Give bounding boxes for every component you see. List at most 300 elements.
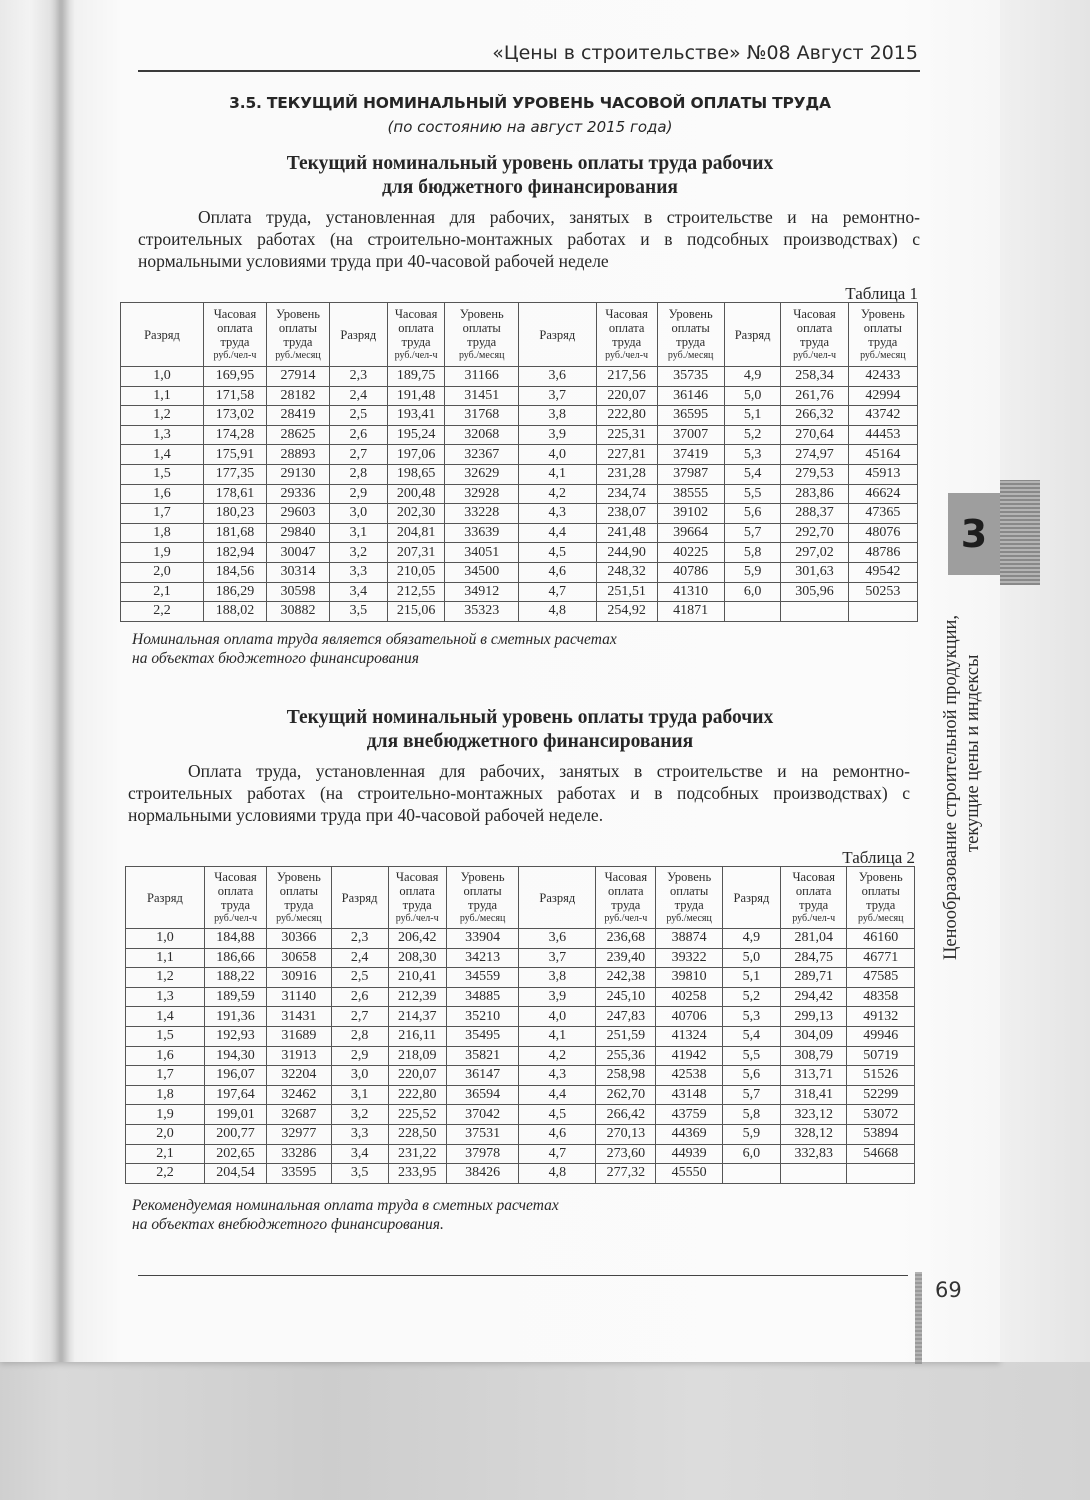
table-cell: 4,8 bbox=[519, 1164, 596, 1184]
table-cell: 48358 bbox=[847, 987, 915, 1007]
table-cell: 189,75 bbox=[387, 367, 445, 387]
table-cell: 328,12 bbox=[780, 1124, 846, 1144]
table-body bbox=[121, 367, 918, 622]
table-cell: 191,48 bbox=[387, 386, 445, 406]
header-text: оплата bbox=[608, 883, 644, 898]
header-text: Часовая bbox=[605, 306, 648, 321]
table-cell: 297,02 bbox=[781, 543, 848, 563]
header-text: труда bbox=[868, 334, 898, 349]
table-cell: 34885 bbox=[446, 987, 519, 1007]
table-cell: 5,5 bbox=[724, 484, 781, 504]
table-cell: 5,9 bbox=[722, 1124, 780, 1144]
header-text: труда bbox=[402, 897, 432, 912]
table-cell: 5,1 bbox=[724, 406, 781, 426]
table-cell: 202,30 bbox=[387, 504, 445, 524]
header-text: Часовая bbox=[394, 306, 438, 321]
table-cell: 49946 bbox=[847, 1026, 915, 1046]
header-text: труда bbox=[676, 334, 706, 349]
table-cell: 3,1 bbox=[329, 523, 387, 543]
table-cell: 244,90 bbox=[596, 543, 657, 563]
header-text: оплата bbox=[217, 320, 253, 335]
table-cell: 1,7 bbox=[121, 504, 204, 524]
table-cell: 3,6 bbox=[518, 367, 596, 387]
table-cell: 5,7 bbox=[722, 1085, 780, 1105]
table-cell: 231,28 bbox=[596, 464, 657, 484]
table-cell: 38426 bbox=[446, 1164, 519, 1184]
table-row bbox=[121, 582, 918, 602]
table-cell: 33595 bbox=[267, 1164, 331, 1184]
table-cell: 222,80 bbox=[388, 1085, 446, 1105]
chapter-title-line1: Ценообразование строительной продукции, bbox=[941, 614, 961, 960]
header-text: оплата bbox=[398, 320, 434, 335]
table-cell: 2,9 bbox=[331, 1046, 388, 1066]
table-cell: 184,88 bbox=[204, 929, 266, 949]
header-text: оплата bbox=[795, 883, 832, 898]
grade-column-header: Разряд bbox=[121, 303, 204, 367]
table-cell: 27914 bbox=[266, 367, 329, 387]
table-cell: 38874 bbox=[656, 929, 722, 949]
table-cell: 175,91 bbox=[203, 445, 266, 465]
table-body bbox=[126, 929, 915, 1184]
header-text: оплаты bbox=[279, 883, 318, 898]
table-cell: 218,09 bbox=[388, 1046, 446, 1066]
table-cell: 1,2 bbox=[126, 968, 205, 988]
table-cell: 194,30 bbox=[204, 1046, 266, 1066]
offbudget-paragraph bbox=[128, 760, 910, 826]
table-cell: 53072 bbox=[847, 1105, 915, 1125]
table-cell: 44369 bbox=[656, 1124, 722, 1144]
table-cell bbox=[780, 1164, 846, 1184]
table-row bbox=[126, 948, 915, 968]
table-cell: 248,32 bbox=[596, 562, 657, 582]
table-cell: 234,74 bbox=[596, 484, 657, 504]
table-cell: 32367 bbox=[445, 445, 519, 465]
monthly-rate-column-header bbox=[656, 867, 722, 929]
header-text: труда bbox=[674, 897, 704, 912]
table-cell: 31166 bbox=[445, 367, 519, 387]
table-cell: 45550 bbox=[656, 1164, 722, 1184]
header-text: труда bbox=[866, 897, 896, 912]
table-cell: 204,54 bbox=[204, 1164, 266, 1184]
table-cell: 6,0 bbox=[724, 582, 781, 602]
header-text: оплата bbox=[217, 883, 254, 898]
table-cell: 184,56 bbox=[203, 562, 266, 582]
table-cell: 4,4 bbox=[519, 1085, 596, 1105]
table-row bbox=[121, 386, 918, 406]
table-cell: 41324 bbox=[656, 1026, 722, 1046]
table-cell: 2,3 bbox=[329, 367, 387, 387]
table-cell: 4,0 bbox=[518, 445, 596, 465]
table-cell: 4,6 bbox=[519, 1124, 596, 1144]
table-cell: 36594 bbox=[446, 1085, 519, 1105]
table-cell: 5,1 bbox=[722, 968, 780, 988]
table-cell: 42538 bbox=[656, 1066, 722, 1086]
header-text: оплаты bbox=[671, 320, 710, 335]
offbudget-note-line1: Рекомендуемая номинальная оплата труда в сметных расчетах bbox=[132, 1197, 559, 1214]
header-text: оплаты bbox=[278, 320, 318, 335]
table-row bbox=[121, 602, 918, 622]
table-cell: 3,3 bbox=[331, 1124, 388, 1144]
table-cell bbox=[781, 602, 848, 622]
table-cell: 202,65 bbox=[204, 1144, 266, 1164]
table-cell: 3,4 bbox=[329, 582, 387, 602]
budget-note-line2: на объектах бюджетного финансирования bbox=[132, 650, 419, 667]
table-cell: 195,24 bbox=[387, 425, 445, 445]
table-cell: 225,52 bbox=[388, 1105, 446, 1125]
budget-heading-line1: Текущий номинальный уровень оплаты труда рабочих bbox=[286, 153, 774, 174]
table-cell: 3,9 bbox=[518, 425, 596, 445]
table-row bbox=[121, 523, 918, 543]
table-cell: 284,75 bbox=[780, 948, 846, 968]
section-title: 3.5. ТЕКУЩИЙ НОМИНАЛЬНЫЙ УРОВЕНЬ ЧАСОВОЙ ОПЛАТЫ ТРУДА bbox=[229, 94, 831, 112]
table-cell: 3,9 bbox=[519, 987, 596, 1007]
table-cell: 40786 bbox=[657, 562, 724, 582]
monthly-rate-column-header bbox=[657, 303, 724, 367]
table-cell: 273,60 bbox=[596, 1144, 656, 1164]
table-cell: 4,7 bbox=[519, 1144, 596, 1164]
table-cell: 193,41 bbox=[387, 406, 445, 426]
budget-heading bbox=[120, 152, 940, 200]
table-cell: 36146 bbox=[657, 386, 724, 406]
header-text: труда bbox=[283, 334, 313, 349]
header-text: оплаты bbox=[462, 320, 501, 335]
table-cell: 5,5 bbox=[722, 1046, 780, 1066]
header-text: Уровень bbox=[459, 306, 504, 321]
table-cell: 5,6 bbox=[722, 1066, 780, 1086]
grade-column-header: Разряд bbox=[329, 303, 387, 367]
header-unit: руб./чел-ч bbox=[792, 912, 836, 924]
header-text: Часовая bbox=[213, 306, 257, 321]
table-cell: 258,34 bbox=[781, 367, 848, 387]
monthly-rate-column-header bbox=[847, 867, 915, 929]
table-cell: 37987 bbox=[657, 464, 724, 484]
table-cell: 1,8 bbox=[121, 523, 204, 543]
table-cell: 2,0 bbox=[126, 1124, 205, 1144]
table-row bbox=[121, 445, 918, 465]
table-cell: 200,48 bbox=[387, 484, 445, 504]
table-cell: 192,93 bbox=[204, 1026, 266, 1046]
table-cell: 186,66 bbox=[204, 948, 266, 968]
table2-label: Таблица 2 bbox=[842, 848, 915, 867]
table-cell: 40258 bbox=[656, 987, 722, 1007]
table-cell: 3,8 bbox=[518, 406, 596, 426]
header-unit: руб./чел-ч bbox=[213, 349, 257, 361]
table-cell: 1,2 bbox=[121, 406, 204, 426]
header-rule bbox=[138, 70, 920, 72]
offbudget-wage-table bbox=[125, 866, 915, 1184]
table-cell: 180,23 bbox=[203, 504, 266, 524]
table-cell: 216,11 bbox=[388, 1026, 446, 1046]
table-cell: 4,2 bbox=[519, 1046, 596, 1066]
table-cell: 40225 bbox=[657, 543, 724, 563]
table-cell: 332,83 bbox=[780, 1144, 846, 1164]
hourly-rate-column-header bbox=[781, 303, 848, 367]
table-cell: 36595 bbox=[657, 406, 724, 426]
monthly-rate-column-header bbox=[848, 303, 917, 367]
table-cell: 4,2 bbox=[518, 484, 596, 504]
table-cell: 304,09 bbox=[780, 1026, 846, 1046]
table-cell: 3,5 bbox=[331, 1164, 388, 1184]
table-cell: 38555 bbox=[657, 484, 724, 504]
offbudget-heading bbox=[120, 706, 940, 754]
header-unit: руб./чел-ч bbox=[793, 349, 837, 361]
table-cell: 4,1 bbox=[519, 1026, 596, 1046]
table-cell: 1,0 bbox=[126, 929, 205, 949]
hourly-rate-column-header bbox=[203, 303, 266, 367]
chapter-title-line2: текущие цены и индексы bbox=[963, 654, 983, 852]
table-cell: 54668 bbox=[847, 1144, 915, 1164]
table-cell: 1,7 bbox=[126, 1066, 205, 1086]
monthly-rate-column-header bbox=[446, 867, 519, 929]
table-cell: 5,7 bbox=[724, 523, 781, 543]
header-text: оплаты bbox=[463, 883, 502, 898]
table-cell: 2,7 bbox=[329, 445, 387, 465]
table-row bbox=[126, 1124, 915, 1144]
table-cell: 5,4 bbox=[724, 464, 781, 484]
offbudget-heading-line2: для внебюджетного финансирования bbox=[366, 731, 694, 752]
table-cell: 44453 bbox=[848, 425, 917, 445]
table-cell: 48076 bbox=[848, 523, 917, 543]
table-cell: 173,02 bbox=[203, 406, 266, 426]
table-cell: 228,50 bbox=[388, 1124, 446, 1144]
table-cell: 43742 bbox=[848, 406, 917, 426]
table-cell: 262,70 bbox=[596, 1085, 656, 1105]
table-cell: 210,41 bbox=[388, 968, 446, 988]
header-text: труда bbox=[220, 334, 250, 349]
table-cell: 32204 bbox=[267, 1066, 331, 1086]
hourly-rate-column-header bbox=[387, 303, 445, 367]
table-cell: 2,2 bbox=[121, 602, 204, 622]
table-cell: 2,1 bbox=[121, 582, 204, 602]
table-cell: 245,10 bbox=[596, 987, 656, 1007]
table-cell: 270,13 bbox=[596, 1124, 656, 1144]
table-cell: 32068 bbox=[445, 425, 519, 445]
table-cell: 2,4 bbox=[329, 386, 387, 406]
header-text: оплаты bbox=[861, 883, 900, 898]
table-cell: 50253 bbox=[848, 582, 917, 602]
table-cell: 1,4 bbox=[121, 445, 204, 465]
table-cell: 41310 bbox=[657, 582, 724, 602]
table-cell: 28419 bbox=[266, 406, 329, 426]
table-cell: 181,68 bbox=[203, 523, 266, 543]
table-row bbox=[121, 464, 918, 484]
table-cell: 45164 bbox=[848, 445, 917, 465]
table-cell: 31768 bbox=[445, 406, 519, 426]
table-cell: 227,81 bbox=[596, 445, 657, 465]
table-cell bbox=[724, 602, 781, 622]
table-cell: 323,12 bbox=[780, 1105, 846, 1125]
table-cell: 220,07 bbox=[388, 1066, 446, 1086]
hourly-rate-column-header bbox=[388, 867, 446, 929]
header-unit: руб./месяц bbox=[458, 349, 505, 361]
table-cell: 5,4 bbox=[722, 1026, 780, 1046]
table-cell: 2,3 bbox=[331, 929, 388, 949]
table-cell: 5,3 bbox=[724, 445, 781, 465]
table-cell: 313,71 bbox=[780, 1066, 846, 1086]
table-row bbox=[126, 1085, 915, 1105]
running-header: «Цены в строительстве» №08 Август 2015 bbox=[492, 42, 918, 64]
table-cell: 29336 bbox=[266, 484, 329, 504]
table-cell: 255,36 bbox=[596, 1046, 656, 1066]
grade-column-header: Разряд bbox=[126, 867, 205, 929]
table-cell: 51526 bbox=[847, 1066, 915, 1086]
header-unit: руб./чел-ч bbox=[214, 912, 257, 924]
table-cell: 2,0 bbox=[121, 562, 204, 582]
table-cell: 28182 bbox=[266, 386, 329, 406]
header-unit: руб./чел-ч bbox=[394, 349, 438, 361]
table-cell: 3,0 bbox=[331, 1066, 388, 1086]
table-cell: 5,2 bbox=[722, 987, 780, 1007]
table-cell: 281,04 bbox=[780, 929, 846, 949]
table-cell: 1,4 bbox=[126, 1007, 205, 1027]
table-cell: 2,8 bbox=[331, 1026, 388, 1046]
offbudget-paragraph-text: Оплата труда, установленная для рабочих, занятых в строительстве и на ремонтно-строительных работах (на строительно-монтажных работах и в подсобных производствах) с нормальными условиями труда при 40-часовой рабочей неделе. bbox=[128, 761, 910, 825]
table-cell: 48786 bbox=[848, 543, 917, 563]
table-cell: 4,5 bbox=[518, 543, 596, 563]
table-cell: 189,59 bbox=[204, 987, 266, 1007]
table-cell: 33286 bbox=[267, 1144, 331, 1164]
table-cell: 2,7 bbox=[331, 1007, 388, 1027]
table-cell: 30916 bbox=[267, 968, 331, 988]
table-cell: 188,22 bbox=[204, 968, 266, 988]
header-text: оплаты bbox=[670, 883, 709, 898]
table-cell: 32629 bbox=[445, 464, 519, 484]
table-cell: 197,64 bbox=[204, 1085, 266, 1105]
table-row bbox=[126, 1007, 915, 1027]
table-cell: 3,1 bbox=[331, 1085, 388, 1105]
table-cell: 1,1 bbox=[121, 386, 204, 406]
table-cell: 266,32 bbox=[781, 406, 848, 426]
table-cell: 47585 bbox=[847, 968, 915, 988]
header-text: труда bbox=[612, 334, 642, 349]
table-header-row bbox=[126, 867, 915, 929]
table-cell: 1,0 bbox=[121, 367, 204, 387]
table-cell: 32928 bbox=[445, 484, 519, 504]
table-cell: 305,96 bbox=[781, 582, 848, 602]
table-cell: 288,37 bbox=[781, 504, 848, 524]
header-unit: руб./чел-ч bbox=[395, 912, 439, 924]
table-cell: 42433 bbox=[848, 367, 917, 387]
table-cell: 274,97 bbox=[781, 445, 848, 465]
table-cell: 35323 bbox=[445, 602, 519, 622]
table-cell: 1,1 bbox=[126, 948, 205, 968]
grade-column-header: Разряд bbox=[724, 303, 781, 367]
table-cell: 236,68 bbox=[596, 929, 656, 949]
table-cell: 50719 bbox=[847, 1046, 915, 1066]
hourly-rate-column-header bbox=[204, 867, 266, 929]
table-cell: 34559 bbox=[446, 968, 519, 988]
offbudget-heading-line1: Текущий номинальный уровень оплаты труда рабочих bbox=[286, 707, 774, 728]
table-cell: 40706 bbox=[656, 1007, 722, 1027]
table-cell: 222,80 bbox=[596, 406, 657, 426]
table-cell: 2,6 bbox=[329, 425, 387, 445]
table-cell: 5,8 bbox=[724, 543, 781, 563]
table1-label: Таблица 1 bbox=[845, 284, 918, 303]
table-cell: 251,59 bbox=[596, 1026, 656, 1046]
header-unit: руб./чел-ч bbox=[605, 349, 649, 361]
table-cell: 212,55 bbox=[387, 582, 445, 602]
table-cell: 37419 bbox=[657, 445, 724, 465]
table-cell: 44939 bbox=[656, 1144, 722, 1164]
table-cell: 1,9 bbox=[126, 1105, 205, 1125]
table-cell: 217,56 bbox=[596, 367, 657, 387]
table-row bbox=[121, 504, 918, 524]
grade-column-header: Разряд bbox=[518, 303, 596, 367]
table-cell: 238,07 bbox=[596, 504, 657, 524]
table-cell: 1,6 bbox=[121, 484, 204, 504]
table-cell: 3,5 bbox=[329, 602, 387, 622]
table-cell: 39322 bbox=[656, 948, 722, 968]
table-cell: 247,83 bbox=[596, 1007, 656, 1027]
table-cell: 277,32 bbox=[596, 1164, 656, 1184]
header-text: труда bbox=[800, 334, 830, 349]
table-cell: 4,8 bbox=[518, 602, 596, 622]
table-cell: 188,02 bbox=[203, 602, 266, 622]
table-cell: 34500 bbox=[445, 562, 519, 582]
table-cell: 29130 bbox=[266, 464, 329, 484]
table-cell: 4,9 bbox=[722, 929, 780, 949]
table-cell: 241,48 bbox=[596, 523, 657, 543]
table-row bbox=[121, 367, 918, 387]
table-row bbox=[121, 562, 918, 582]
table-cell: 34213 bbox=[446, 948, 519, 968]
table-cell: 208,30 bbox=[388, 948, 446, 968]
table-cell: 204,81 bbox=[387, 523, 445, 543]
table-cell: 32462 bbox=[267, 1085, 331, 1105]
header-text: труда bbox=[468, 897, 498, 912]
hourly-rate-column-header bbox=[780, 867, 846, 929]
table-cell: 207,31 bbox=[387, 543, 445, 563]
table-cell: 46624 bbox=[848, 484, 917, 504]
header-text: Уровень bbox=[858, 869, 903, 884]
table-cell: 197,06 bbox=[387, 445, 445, 465]
table-cell: 2,8 bbox=[329, 464, 387, 484]
table-cell: 52299 bbox=[847, 1085, 915, 1105]
table-cell: 299,13 bbox=[780, 1007, 846, 1027]
table-cell: 308,79 bbox=[780, 1046, 846, 1066]
table-cell: 43148 bbox=[656, 1085, 722, 1105]
hourly-rate-column-header bbox=[596, 303, 657, 367]
table-row bbox=[126, 1105, 915, 1125]
header-text: труда bbox=[611, 897, 641, 912]
table-cell: 231,22 bbox=[388, 1144, 446, 1164]
table-cell: 1,5 bbox=[121, 464, 204, 484]
page-number: 69 bbox=[935, 1278, 962, 1302]
table-cell: 37978 bbox=[446, 1144, 519, 1164]
table-cell: 37042 bbox=[446, 1105, 519, 1125]
header-unit: руб./месяц bbox=[459, 912, 506, 924]
table-cell: 210,05 bbox=[387, 562, 445, 582]
header-text: оплата bbox=[608, 320, 645, 335]
table-cell: 266,42 bbox=[596, 1105, 656, 1125]
table-cell: 41871 bbox=[657, 602, 724, 622]
table-cell: 4,5 bbox=[519, 1105, 596, 1125]
table-cell: 35735 bbox=[657, 367, 724, 387]
table-cell: 6,0 bbox=[722, 1144, 780, 1164]
chapter-side-title bbox=[940, 580, 984, 960]
header-text: труда bbox=[401, 334, 431, 349]
table-cell: 30882 bbox=[266, 602, 329, 622]
table-cell: 196,07 bbox=[204, 1066, 266, 1086]
table-row bbox=[126, 987, 915, 1007]
header-text: Часовая bbox=[793, 306, 836, 321]
offbudget-note bbox=[132, 1196, 559, 1234]
table-row bbox=[121, 406, 918, 426]
table-row bbox=[126, 968, 915, 988]
table-row bbox=[121, 425, 918, 445]
table-cell: 30047 bbox=[266, 543, 329, 563]
page-edge bbox=[1000, 0, 1090, 1362]
